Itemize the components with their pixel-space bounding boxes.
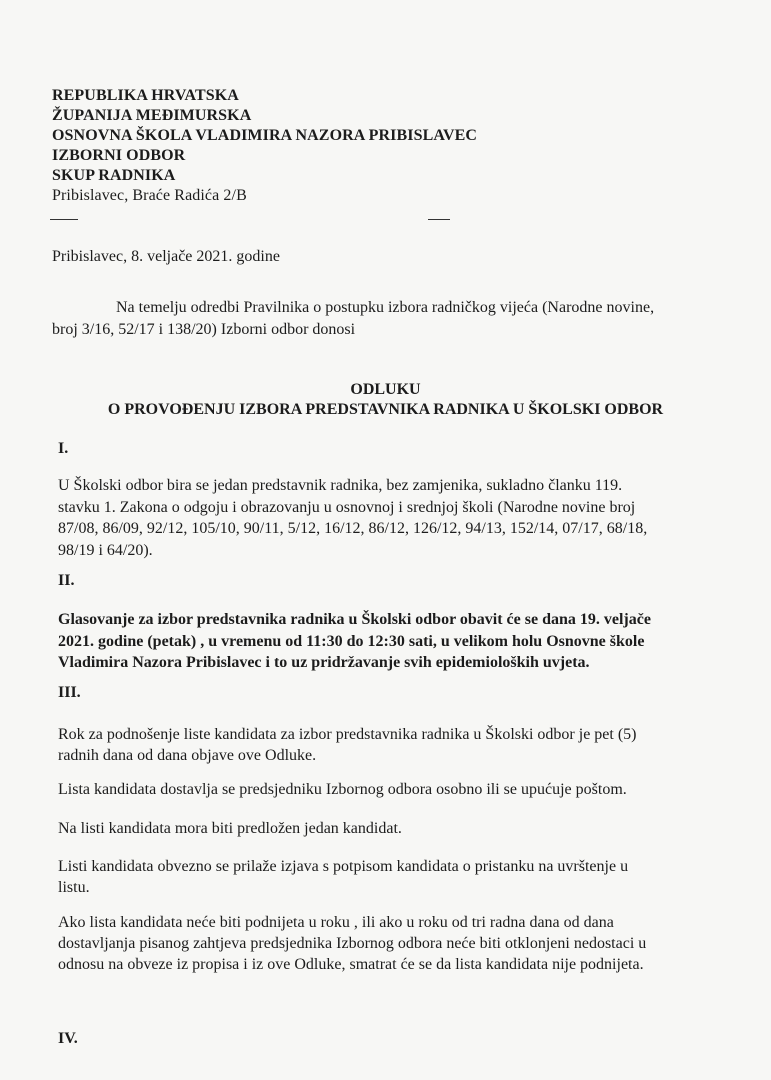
section-3-p5-line-2: dostavljanja pisanog zahtjeva predsjednika Izbornog odbora neće biti otklonjeni nedostaci u — [58, 935, 647, 952]
header-committee: IZBORNI ODBOR — [52, 147, 186, 164]
section-1-line-4: 98/19 i 64/20). — [58, 542, 153, 559]
section-1-line-2: stavku 1. Zakona o odgoju i obrazovanju u osnovnoj i srednjoj školi (Narodne novine broj — [58, 499, 636, 516]
section-2-line-1: Glasovanje za izbor predstavnika radnika u Školski odbor obavit će se dana 19. veljače — [58, 611, 651, 628]
section-3-p1-line-1: Rok za podnošenje liste kandidata za izbor predstavnika radnika u Školski odbor je pet (5) — [58, 726, 637, 743]
intro-line-1: Na temelju odredbi Pravilnika o postupku izbora radničkog vijeća (Narodne novine, — [116, 299, 655, 316]
header-country: REPUBLIKA HRVATSKA — [52, 87, 239, 104]
section-3-p5-line-3: odnosu na obveze iz propisa i iz ove Odluke, smatrat će se da lista kandidata nije podnijeta. — [58, 956, 644, 973]
section-1-line-1: U Školski odbor bira se jedan predstavnik radnika, bez zamjenika, sukladno članku 119. — [58, 477, 623, 494]
header-rule-right — [428, 219, 450, 220]
header-address: Pribislavec, Braće Radića 2/B — [52, 187, 247, 204]
section-4-heading: IV. — [58, 1030, 78, 1047]
header-rule-left — [50, 219, 78, 220]
document-title: ODLUKU — [350, 381, 421, 398]
section-3-heading: III. — [58, 684, 81, 701]
section-2-heading: II. — [58, 572, 75, 589]
section-3-p4-line-1: Listi kandidata obvezno se prilaže izjava s potpisom kandidata o pristanku na uvrštenje u — [58, 858, 629, 875]
section-3-p5-line-1: Ako lista kandidata neće biti podnijeta u roku , ili ako u roku od tri radna dana od dana — [58, 914, 614, 931]
intro-line-2: broj 3/16, 52/17 i 138/20) Izborni odbor donosi — [52, 321, 356, 338]
section-3-p2: Lista kandidata dostavlja se predsjedniku Izbornog odbora osobno ili se upućuje poštom. — [58, 781, 627, 798]
header-school: OSNOVNA ŠKOLA VLADIMIRA NAZORA PRIBISLAVEC — [52, 127, 478, 144]
section-3-p4-line-2: listu. — [58, 879, 90, 896]
section-2-line-2: 2021. godine (petak) , u vremenu od 11:30 do 12:30 sati, u velikom holu Osnovne škole — [58, 633, 645, 650]
section-2-line-3: Vladimira Nazora Pribislavec i to uz pridržavanje svih epidemioloških uvjeta. — [58, 654, 590, 671]
header-county: ŽUPANIJA MEĐIMURSKA — [52, 107, 252, 124]
section-1-line-3: 87/08, 86/09, 92/12, 105/10, 90/11, 5/12, 16/12, 86/12, 126/12, 94/13, 152/14, 07/17, 68/18, — [58, 520, 648, 537]
section-1-heading: I. — [58, 440, 69, 457]
document-subtitle: O PROVOĐENJU IZBORA PREDSTAVNIKA RADNIKA U ŠKOLSKI ODBOR — [107, 401, 664, 418]
section-3-p3: Na listi kandidata mora biti predložen jedan kandidat. — [58, 820, 402, 837]
header-assembly: SKUP RADNIKA — [52, 167, 176, 184]
date-line: Pribislavec, 8. veljače 2021. godine — [52, 248, 280, 265]
section-3-p1-line-2: radnih dana od dana objave ove Odluke. — [58, 747, 317, 764]
